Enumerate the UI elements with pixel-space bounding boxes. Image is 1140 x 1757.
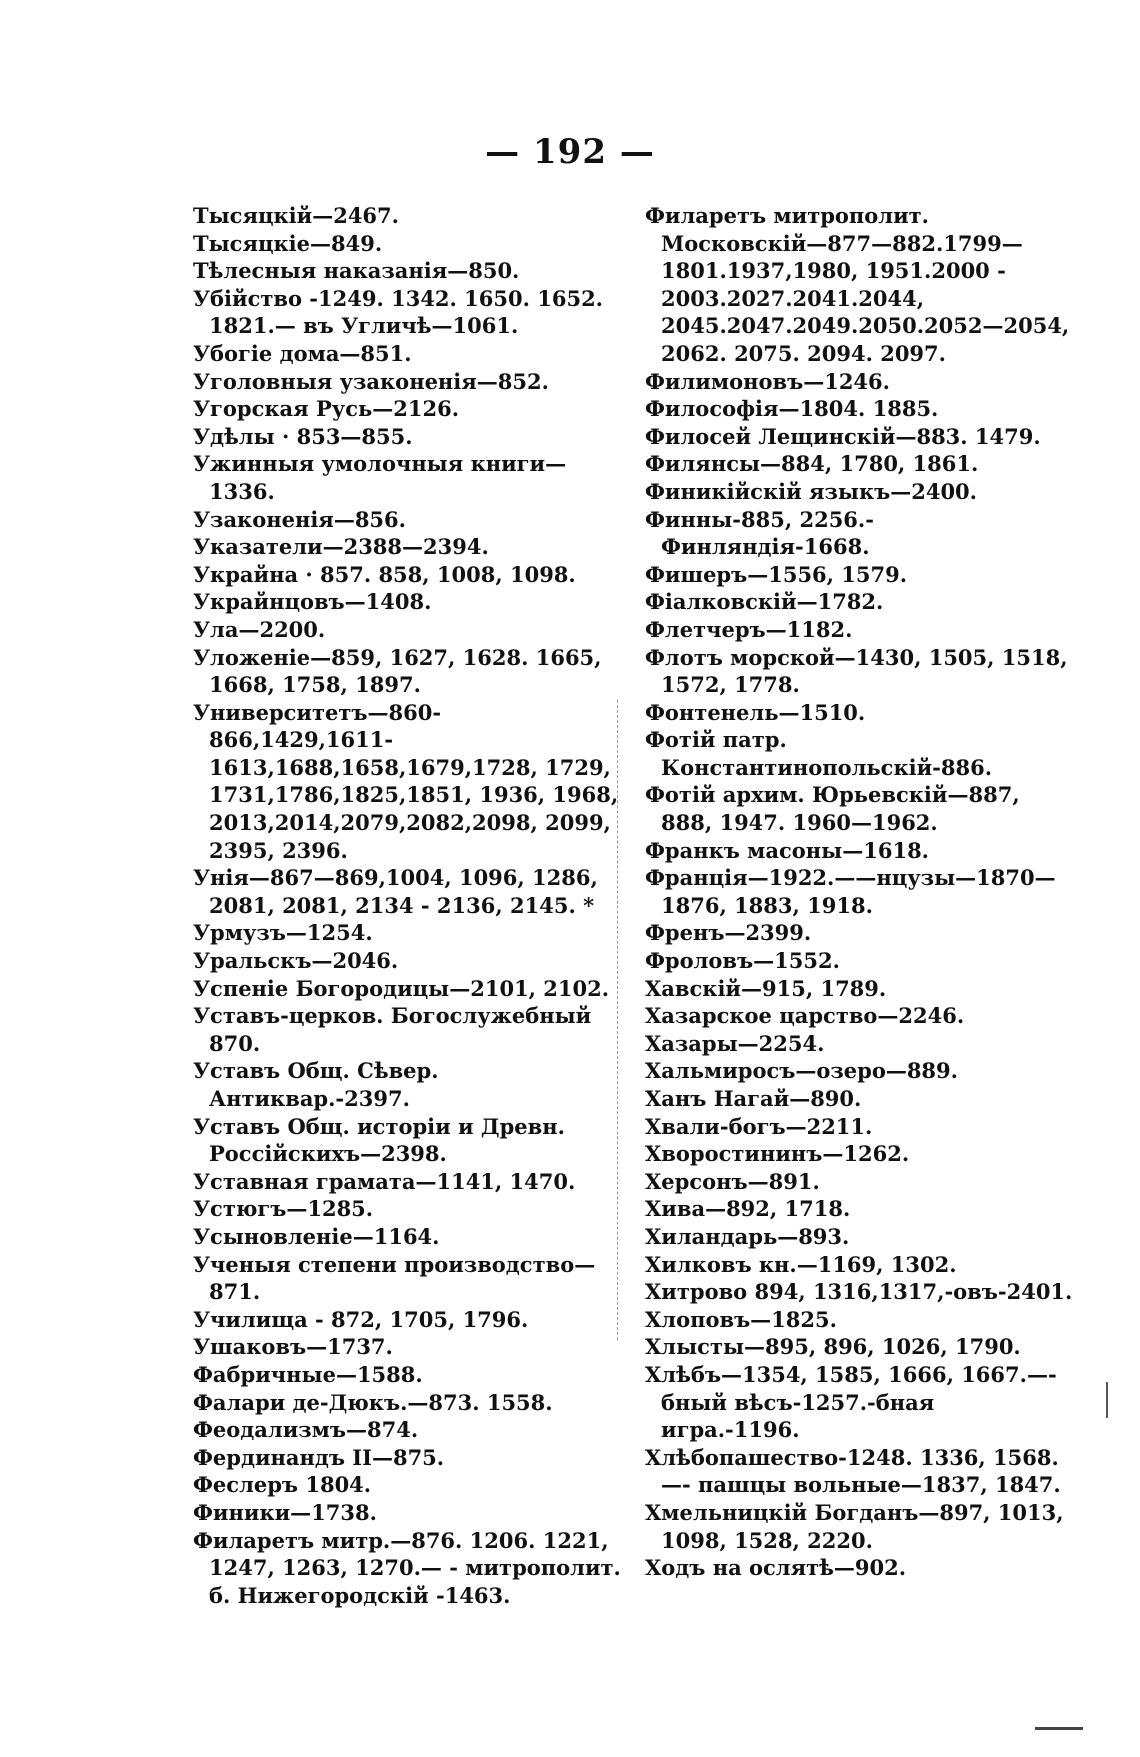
index-entry-text: Фабричные—1588. [193,1361,423,1387]
index-entry-text: Училища - 872, 1705, 1796. [193,1306,529,1332]
index-entry-text: Хлѣбъ—1354, 1585, 1666, 1667.—-бный вѣсъ-1257.-бная игра.-1196. [645,1361,1057,1443]
index-entry [193,699,623,865]
index-entry-text: Удѣлы · 853—855. [193,423,413,449]
index-entry [645,1030,1075,1058]
index-entry [193,1251,623,1306]
index-entry-text: Фотій архим. Юрьевскій—887, 888, 1947. 1960—1962. [645,782,1020,836]
index-entry-text: Френъ—2399. [645,920,812,946]
index-entry-text: Тысяцкіе—849. [193,230,383,256]
index-entry-text: Феодализмъ—874. [193,1417,419,1443]
index-entry-text: Украйна · 857. 858, 1008, 1098. [193,561,576,587]
index-entry-text: Филянсы—884, 1780, 1861. [645,451,979,477]
index-entry [645,1361,1075,1444]
index-entry [193,423,623,451]
index-entry [193,533,623,561]
index-entry-text: Филаретъ митр.—876. 1206. 1221, 1247, 1263, 1270.— - митрополит. б. Нижегородскій -1463. [193,1527,621,1608]
index-entry [193,230,623,258]
index-entry [645,588,1075,616]
index-entry-text: Уставъ Общ. исторіи и Древн. Россійскихъ—2398. [193,1113,565,1167]
index-entry-text: Феслеръ 1804. [193,1472,372,1498]
index-entry-text: Убійство -1249. 1342. 1650. 1652. 1821.— въ Угличѣ—1061. [193,285,603,339]
index-entry [193,947,623,975]
index-entry [645,395,1075,423]
index-entry [645,1554,1075,1582]
index-entry [645,1057,1075,1085]
index-entry [193,1389,623,1417]
index-entry-text: Философія—1804. 1885. [645,396,939,422]
index-entry-text: Успеніе Богородицы—2101, 2102. [193,975,610,1001]
index-entry-text: Хавскій—915, 1789. [645,975,887,1001]
index-entry-text: Фердинандъ II—875. [193,1444,445,1470]
index-entry-text: Уставъ-церков. Богослужебный 870. [193,1003,592,1056]
index-entry-text: Университетъ—860-866,1429,1611-1613,1688,1658,1679,1728, 1729, 1731,1786,1825,1851, 1936, 1968, 2013,2014,2079,2082,2098, 2099, 2395, 2396. [193,699,619,863]
index-entry [645,1278,1075,1306]
index-entry [645,975,1075,1003]
index-entry [193,561,623,589]
index-entry-text: Финики—1738. [193,1499,377,1525]
index-entry [193,1416,623,1444]
index-entry-text: Фроловъ—1552. [645,948,840,974]
index-entry-text: Филаретъ митрополит. Московскій—877—882.1799—1801.1937,1980, 1951.2000 - 2003.2027.2041.2044, 2045.2047.2049.2050.2052—2054, 2062. 2075. 2094. 2097. [645,203,1070,366]
index-entry [645,561,1075,589]
index-entry-text: Фишеръ—1556, 1579. [645,561,908,587]
index-entry-text: Хива—892, 1718. [645,1196,851,1222]
index-entry-text: Ушаковъ—1737. [193,1334,393,1360]
index-entry-text: Фіалковскій—1782. [645,589,884,615]
index-entry-text: Уральскъ—2046. [193,948,399,974]
index-entry-text: Херсонъ—891. [645,1168,820,1194]
index-entry-text: Ужинныя умолочныя книги—1336. [193,451,567,504]
corner-mark [1035,1727,1083,1730]
index-entry [193,202,623,230]
index-entry-text: Хворостининъ—1262. [645,1141,910,1167]
index-entry-text: Угорская Русь—2126. [193,396,460,422]
index-entry [645,423,1075,451]
index-entry-text: Флетчеръ—1182. [645,616,853,642]
index-entry [645,450,1075,478]
index-entry-text: Узаконенія—856. [193,506,406,532]
index-entry [193,506,623,534]
index-entry [193,1002,623,1057]
index-entry [193,1333,623,1361]
index-entry [645,1223,1075,1251]
index-entry-text: Уставъ Общ. Сѣвер. Антиквар.-2397. [193,1058,439,1111]
index-entry [193,1361,623,1389]
index-entry [193,1306,623,1334]
index-entry [193,285,623,340]
index-entry [645,506,1075,561]
index-entry [645,919,1075,947]
index-entry [193,1057,623,1112]
index-entry-text: Хлоповъ—1825. [645,1306,837,1332]
index-entry [645,1195,1075,1223]
index-entry-text: Украйнцовъ—1408. [193,589,432,615]
index-entry-text: Ула—2200. [193,616,326,642]
index-column-left [193,202,623,1609]
index-entry-text: Франція—1922.——нцузы—1870—1876, 1883, 1918. [645,865,1056,918]
index-entry [645,1251,1075,1279]
index-entry [193,588,623,616]
index-entry-text: Убогіе дома—851. [193,340,412,366]
index-entry-text: Тысяцкій—2467. [193,203,399,228]
index-entry [193,1444,623,1472]
index-entry-text: Ученыя степени производство—871. [193,1251,596,1305]
index-entry [193,1499,623,1527]
index-entry-text: Уложеніе—859, 1627, 1628. 1665, 1668, 1758, 1897. [193,644,602,698]
index-entry [193,450,623,505]
index-entry [645,202,1075,368]
index-entry-text: Хальмиросъ—озеро—889. [645,1058,958,1084]
index-entry [193,616,623,644]
index-column-right [645,202,1075,1582]
index-entry-text: Ходъ на ослятѣ—902. [645,1555,907,1581]
index-entry-text: Хлѣбопашество-1248. 1336, 1568.—- пашцы вольные—1837, 1847. [645,1444,1061,1498]
index-entry-text: Усыновленіе—1164. [193,1223,440,1249]
margin-mark [1106,1382,1108,1418]
index-entry [193,1195,623,1223]
index-entry [645,1140,1075,1168]
index-entry [193,395,623,423]
index-entry [645,947,1075,975]
index-entry [193,975,623,1003]
index-entry [645,1499,1075,1554]
index-entry [645,1306,1075,1334]
index-entry [645,478,1075,506]
index-entry-text: Уставная грамата—1141, 1470. [193,1168,576,1194]
index-entry [193,257,623,285]
index-entry [645,726,1075,781]
index-entry-text: Хилковъ кн.—1169, 1302. [645,1251,957,1277]
index-entry-text: Фонтенель—1510. [645,699,866,725]
index-entry [193,1471,623,1499]
index-entry-text: Урмузъ—1254. [193,920,373,946]
index-entry-text: Финны-885, 2256.-Финляндія-1668. [645,506,874,560]
index-entry [193,1223,623,1251]
index-entry-text: Фотій патр. Константинопольскій-886. [645,727,993,780]
index-entry [193,368,623,396]
index-entry [645,1002,1075,1030]
index-entry [193,1527,623,1610]
index-entry-text: Филосей Лещинскій—883. 1479. [645,423,1041,449]
index-entry [193,1168,623,1196]
index-entry [645,368,1075,396]
index-entry [645,644,1075,699]
index-entry [645,616,1075,644]
index-entry-text: Хиландарь—893. [645,1223,850,1249]
index-entry-text: Хвали-богъ—2211. [645,1113,873,1139]
index-entry-text: Филимоновъ—1246. [645,368,890,394]
index-entry [645,699,1075,727]
index-entry-text: Хазарское царство—2246. [645,1003,965,1029]
index-entry [193,340,623,368]
page-number: — 192 — [485,132,655,172]
index-entry [645,1168,1075,1196]
index-entry-text: Унія—867—869,1004, 1096, 1286, 2081, 2081, 2134 - 2136, 2145. * [193,865,598,918]
index-entry-text: Ханъ Нагай—890. [645,1086,862,1111]
index-entry-text: Финикійскій языкъ—2400. [645,478,977,504]
index-entry [645,1085,1075,1113]
index-entry-text: Хмельницкій Богданъ—897, 1013, 1098, 1528, 2220. [645,1499,1064,1553]
index-entry [645,781,1075,836]
index-entry-text: Хитрово 894, 1316,1317,-овъ-2401. [645,1279,1073,1305]
index-entry-text: Франкъ масоны—1618. [645,837,929,863]
column-divider [617,700,618,1340]
index-entry [645,1444,1075,1499]
index-entry [645,1113,1075,1141]
index-entry-text: Фалари де-Дюкъ.—873. 1558. [193,1389,553,1415]
index-entry-text: Хазары—2254. [645,1030,825,1056]
index-entry-text: Уголовныя узаконенія—852. [193,368,549,394]
index-entry [193,919,623,947]
index-entry-text: Флотъ морской—1430, 1505, 1518, 1572, 1778. [645,644,1068,698]
index-entry [193,864,623,919]
index-entry [193,644,623,699]
index-entry [645,864,1075,919]
index-entry [645,1333,1075,1361]
index-entry [193,1113,623,1168]
index-entry-text: Тѣлесныя наказанія—850. [193,258,520,284]
index-entry-text: Хлысты—895, 896, 1026, 1790. [645,1334,1021,1360]
index-entry-text: Устюгъ—1285. [193,1196,374,1222]
index-entry [645,837,1075,865]
index-entry-text: Указатели—2388—2394. [193,534,489,560]
